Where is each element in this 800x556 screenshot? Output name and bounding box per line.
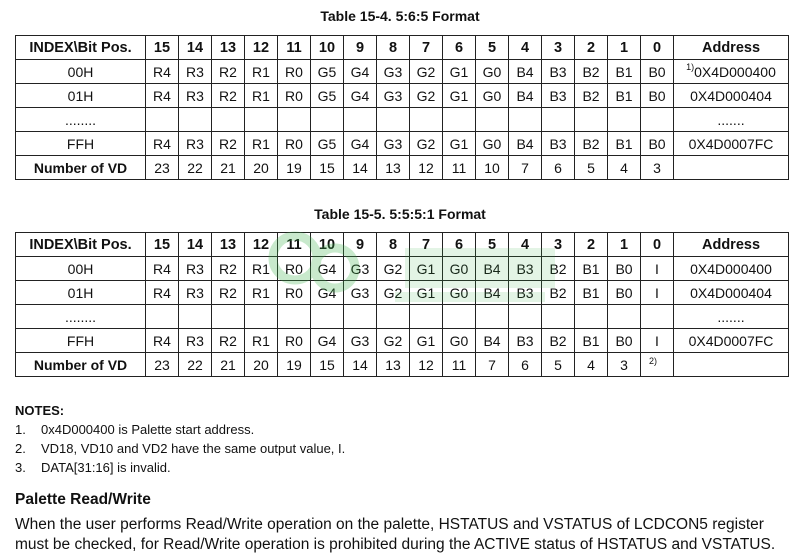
bit-cell: G3: [344, 329, 377, 353]
address-cell: [674, 257, 789, 281]
address-column-header: Address: [674, 233, 789, 257]
bit-column-header: 10: [311, 36, 344, 60]
bit-column-header: 1: [608, 233, 641, 257]
vd-value-cell: 14: [344, 353, 377, 377]
table-header-row: [16, 36, 789, 60]
vd-value-cell: 15: [311, 353, 344, 377]
bit-cell: G4: [344, 60, 377, 84]
table2-caption: Table 15-5. 5:5:5:1 Format: [314, 206, 486, 222]
bit-cell: B2: [542, 281, 575, 305]
bit-cell: [443, 305, 476, 329]
bit-cell: R1: [245, 60, 278, 84]
bit-cell: R0: [278, 84, 311, 108]
address-cell: [674, 281, 789, 305]
bit-cell: G3: [377, 84, 410, 108]
bit-cell: [410, 108, 443, 132]
bit-column-header: 2: [575, 233, 608, 257]
bit-cell: B3: [542, 132, 575, 156]
bit-cell: R2: [212, 132, 245, 156]
bit-cell: R2: [212, 329, 245, 353]
bit-cell: B0: [641, 60, 674, 84]
bit-cell: R1: [245, 281, 278, 305]
bit-cell: R2: [212, 60, 245, 84]
vd-value-cell: 21: [212, 353, 245, 377]
note-item: [15, 458, 345, 477]
vd-value-cell: 3: [641, 156, 674, 180]
bit-column-header: 8: [377, 36, 410, 60]
bit-cell: [476, 305, 509, 329]
bit-cell: R4: [146, 329, 179, 353]
bit-cell: G4: [344, 84, 377, 108]
bit-cell: R1: [245, 329, 278, 353]
address-cell: [674, 108, 789, 132]
bit-cell: G0: [476, 84, 509, 108]
bit-cell: R2: [212, 257, 245, 281]
vd-value-cell: 12: [410, 353, 443, 377]
bit-column-header: 9: [344, 233, 377, 257]
bit-cell: I: [641, 281, 674, 305]
format-5551-table: [15, 232, 789, 377]
bit-cell: [245, 305, 278, 329]
index-cell: ........: [16, 305, 146, 329]
address-value: 0X4D000404: [690, 284, 772, 301]
bit-column-header: 4: [509, 36, 542, 60]
bit-cell: B0: [608, 329, 641, 353]
address-value: .......: [717, 111, 745, 128]
table-row: [16, 281, 789, 305]
bit-cell: G3: [377, 60, 410, 84]
bit-cell: R3: [179, 281, 212, 305]
bit-cell: [608, 108, 641, 132]
bit-column-header: 13: [212, 36, 245, 60]
note-item: [15, 420, 345, 439]
bit-cell: R1: [245, 132, 278, 156]
bit-column-header: 10: [311, 233, 344, 257]
bit-cell: G0: [476, 132, 509, 156]
bit-cell: B2: [542, 257, 575, 281]
table-row: [16, 329, 789, 353]
bit-cell: B1: [608, 132, 641, 156]
bit-cell: B4: [509, 132, 542, 156]
bit-cell: [509, 108, 542, 132]
bit-cell: B0: [641, 132, 674, 156]
bit-column-header: 8: [377, 233, 410, 257]
bit-cell: B3: [542, 84, 575, 108]
bit-cell: [377, 305, 410, 329]
bit-cell: I: [641, 329, 674, 353]
bit-column-header: 6: [443, 36, 476, 60]
bit-cell: [311, 305, 344, 329]
address-cell: [674, 84, 789, 108]
vd-value-cell: 4: [575, 353, 608, 377]
bit-cell: [476, 108, 509, 132]
vd-value-cell: 5: [542, 353, 575, 377]
bit-cell: [377, 108, 410, 132]
bit-cell: [278, 305, 311, 329]
bit-cell: R3: [179, 84, 212, 108]
bit-cell: G2: [377, 281, 410, 305]
note-text: VD18, VD10 and VD2 have the same output value, I.: [41, 441, 346, 456]
bit-cell: G1: [410, 257, 443, 281]
vd-value-cell: 6: [542, 156, 575, 180]
bit-cell: B4: [509, 60, 542, 84]
number-of-vd-row: [16, 353, 789, 377]
vd-value-cell: 14: [344, 156, 377, 180]
bit-column-header: 5: [476, 36, 509, 60]
bit-cell: B2: [575, 84, 608, 108]
vd-value-cell: 19: [278, 156, 311, 180]
notes: [15, 401, 345, 477]
number-of-vd-row: [16, 156, 789, 180]
bit-cell: G4: [311, 257, 344, 281]
bit-cell: G5: [311, 132, 344, 156]
bit-column-header: 7: [410, 233, 443, 257]
bit-cell: R3: [179, 132, 212, 156]
vd-value-cell: 4: [608, 156, 641, 180]
bit-cell: [146, 108, 179, 132]
bit-cell: B1: [575, 281, 608, 305]
vd-value-cell: 20: [245, 156, 278, 180]
bit-cell: R4: [146, 281, 179, 305]
vd-value-cell: 5: [575, 156, 608, 180]
bit-column-header: 12: [245, 233, 278, 257]
bit-cell: B4: [476, 329, 509, 353]
bit-cell: B3: [509, 257, 542, 281]
bit-cell: G0: [443, 257, 476, 281]
bit-cell: G2: [410, 60, 443, 84]
bit-cell: R4: [146, 257, 179, 281]
vd-value-cell: 21: [212, 156, 245, 180]
bit-cell: G3: [344, 281, 377, 305]
vd-value-cell: 10: [476, 156, 509, 180]
bit-cell: G1: [443, 84, 476, 108]
bit-column-header: 7: [410, 36, 443, 60]
address-value: .......: [717, 308, 745, 325]
bit-cell: G1: [410, 281, 443, 305]
bit-column-header: 4: [509, 233, 542, 257]
vd-value-cell: 22: [179, 156, 212, 180]
bit-cell: R2: [212, 84, 245, 108]
address-cell: [674, 329, 789, 353]
index-cell: FFH: [16, 329, 146, 353]
bit-cell: [575, 108, 608, 132]
bit-column-header: 2: [575, 36, 608, 60]
index-cell: FFH: [16, 132, 146, 156]
bit-column-header: 0: [641, 233, 674, 257]
bit-cell: B3: [542, 60, 575, 84]
address-value: 0X4D000400: [690, 260, 772, 277]
bit-cell: G5: [311, 60, 344, 84]
bit-cell: R3: [179, 329, 212, 353]
bit-column-header: 14: [179, 36, 212, 60]
vd-label-cell: Number of VD: [16, 353, 146, 377]
address-cell: [674, 132, 789, 156]
bit-cell: R4: [146, 132, 179, 156]
bit-cell: G1: [410, 329, 443, 353]
vd-value-cell: 15: [311, 156, 344, 180]
bit-cell: G2: [410, 84, 443, 108]
bit-column-header: 6: [443, 233, 476, 257]
bit-cell: B2: [575, 60, 608, 84]
bit-column-header: 12: [245, 36, 278, 60]
vd-value-cell: [641, 353, 674, 377]
note-number: 1.: [15, 422, 26, 437]
bit-cell: [344, 305, 377, 329]
section-paragraph: When the user performs Read/Write operation on the palette, HSTATUS and VSTATUS of LCDCON5 register must be checked, for Read/Write operation is prohibited during the ACTIVE status of HSTATUS and VSTATUS.: [15, 516, 776, 553]
vd-value-cell: 22: [179, 353, 212, 377]
bit-cell: G1: [443, 132, 476, 156]
address-cell-empty: [674, 353, 789, 377]
note-item: [15, 439, 345, 458]
address-column-header: Address: [674, 36, 789, 60]
index-column-header: INDEX\Bit Pos.: [16, 36, 146, 60]
bit-cell: R0: [278, 132, 311, 156]
index-cell: ........: [16, 108, 146, 132]
bit-cell: [179, 108, 212, 132]
bit-cell: R3: [179, 60, 212, 84]
bit-cell: B4: [476, 257, 509, 281]
bit-cell: R0: [278, 329, 311, 353]
bit-cell: B4: [509, 84, 542, 108]
bit-column-header: 11: [278, 36, 311, 60]
table-row: [16, 60, 789, 84]
bit-cell: G2: [410, 132, 443, 156]
bit-cell: G2: [377, 329, 410, 353]
format-565-table: [15, 35, 789, 180]
bit-cell: [146, 305, 179, 329]
address-value: 0X4D0007FC: [688, 332, 774, 349]
bit-cell: [575, 305, 608, 329]
table1-caption: Table 15-4. 5:6:5 Format: [320, 8, 480, 24]
bit-cell: G4: [311, 281, 344, 305]
vd-value-cell: 23: [146, 156, 179, 180]
table-row: [16, 132, 789, 156]
bit-cell: B4: [476, 281, 509, 305]
vd-value-cell: 13: [377, 156, 410, 180]
vd-value-cell: 7: [509, 156, 542, 180]
note-text: DATA[31:16] is invalid.: [41, 460, 171, 475]
bit-cell: R1: [245, 257, 278, 281]
bit-cell: I: [641, 257, 674, 281]
vd-value-cell: 20: [245, 353, 278, 377]
bit-cell: B1: [575, 257, 608, 281]
bit-column-header: 3: [542, 233, 575, 257]
address-cell-empty: [674, 156, 789, 180]
address-value: 0X4D0007FC: [688, 135, 774, 152]
bit-cell: G0: [476, 60, 509, 84]
vd-value-cell: 19: [278, 353, 311, 377]
index-cell: 00H: [16, 60, 146, 84]
bit-cell: [641, 305, 674, 329]
bit-column-header: 3: [542, 36, 575, 60]
bit-cell: B3: [509, 329, 542, 353]
bit-cell: B0: [608, 257, 641, 281]
bit-column-header: 13: [212, 233, 245, 257]
vd-value-cell: 11: [443, 156, 476, 180]
vd-value-cell: 12: [410, 156, 443, 180]
index-cell: 00H: [16, 257, 146, 281]
vd-value-cell: 11: [443, 353, 476, 377]
bit-cell: [179, 305, 212, 329]
bit-column-header: 0: [641, 36, 674, 60]
bit-column-header: 1: [608, 36, 641, 60]
bit-cell: G0: [443, 329, 476, 353]
bit-cell: R2: [212, 281, 245, 305]
bit-cell: B0: [641, 84, 674, 108]
bit-column-header: 15: [146, 233, 179, 257]
bit-cell: B3: [509, 281, 542, 305]
bit-column-header: 5: [476, 233, 509, 257]
bit-cell: [278, 108, 311, 132]
footnote-marker: 2): [649, 356, 658, 366]
bit-cell: G5: [311, 84, 344, 108]
vd-value-cell: 6: [509, 353, 542, 377]
bit-cell: B2: [575, 132, 608, 156]
bit-cell: B1: [608, 60, 641, 84]
bit-column-header: 14: [179, 233, 212, 257]
notes-title: NOTES:: [15, 403, 65, 418]
footnote-marker: 1): [686, 61, 695, 72]
table-header-row: [16, 233, 789, 257]
bit-cell: R0: [278, 60, 311, 84]
bit-cell: G2: [377, 257, 410, 281]
bit-cell: R4: [146, 60, 179, 84]
bit-cell: [311, 108, 344, 132]
vd-value-cell: 7: [476, 353, 509, 377]
index-cell: 01H: [16, 84, 146, 108]
address-cell: [674, 60, 789, 84]
bit-cell: G3: [377, 132, 410, 156]
bit-cell: [443, 108, 476, 132]
vd-value-cell: 13: [377, 353, 410, 377]
vd-value-cell: 23: [146, 353, 179, 377]
bit-cell: B0: [608, 281, 641, 305]
bit-cell: [245, 108, 278, 132]
bit-cell: G4: [311, 329, 344, 353]
bit-cell: G0: [443, 281, 476, 305]
bit-cell: R1: [245, 84, 278, 108]
bit-cell: B1: [575, 329, 608, 353]
bit-cell: [344, 108, 377, 132]
index-cell: 01H: [16, 281, 146, 305]
note-number: 3.: [15, 460, 26, 475]
table-row: [16, 108, 789, 132]
bit-column-header: 9: [344, 36, 377, 60]
bit-cell: G3: [344, 257, 377, 281]
bit-cell: [509, 305, 542, 329]
bit-cell: R0: [278, 281, 311, 305]
index-column-header: INDEX\Bit Pos.: [16, 233, 146, 257]
bit-cell: [608, 305, 641, 329]
section-heading: Palette Read/Write: [15, 491, 151, 508]
address-value: 0X4D000404: [690, 87, 772, 104]
table-row: [16, 305, 789, 329]
bit-cell: G4: [344, 132, 377, 156]
bit-cell: G1: [443, 60, 476, 84]
vd-label-cell: Number of VD: [16, 156, 146, 180]
vd-value-cell: 3: [608, 353, 641, 377]
bit-column-header: 11: [278, 233, 311, 257]
bit-cell: B2: [542, 329, 575, 353]
note-number: 2.: [15, 441, 26, 456]
table-row: [16, 84, 789, 108]
bit-cell: [542, 305, 575, 329]
bit-cell: [410, 305, 443, 329]
address-value: 0X4D000400: [694, 63, 776, 80]
table-row: [16, 257, 789, 281]
bit-cell: R4: [146, 84, 179, 108]
address-cell: [674, 305, 789, 329]
bit-cell: R3: [179, 257, 212, 281]
bit-cell: R0: [278, 257, 311, 281]
bit-cell: B1: [608, 84, 641, 108]
bit-cell: [641, 108, 674, 132]
bit-cell: [212, 108, 245, 132]
note-text: 0x4D000400 is Palette start address.: [41, 422, 255, 437]
bit-column-header: 15: [146, 36, 179, 60]
bit-cell: [212, 305, 245, 329]
bit-cell: [542, 108, 575, 132]
